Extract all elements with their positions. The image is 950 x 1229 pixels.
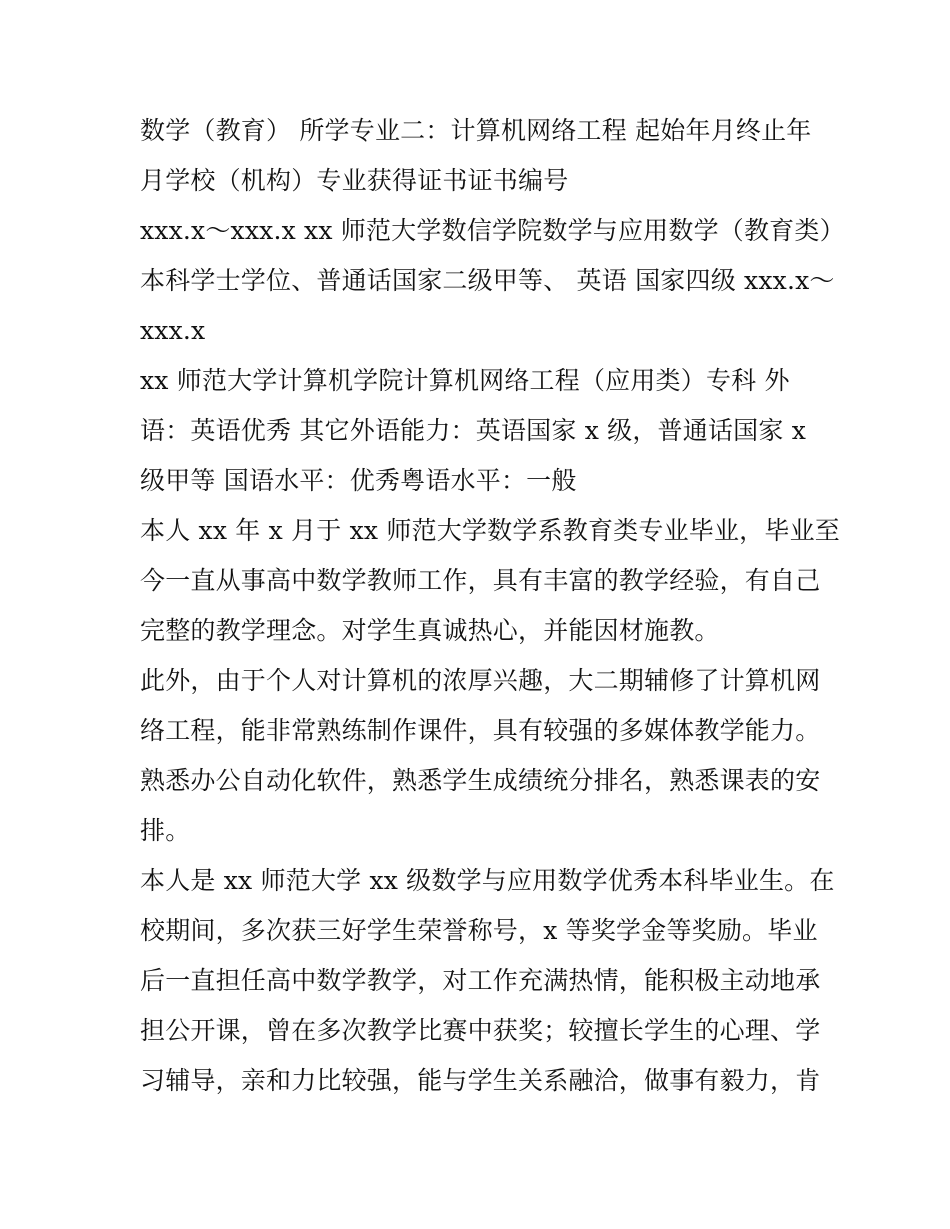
text-line: 完整的教学理念。对学生真诚热心，并能因材施教。 bbox=[140, 616, 720, 645]
text-line: 本人是 xx 师范大学 xx 级数学与应用数学优秀本科毕业生。在 bbox=[140, 866, 835, 895]
text-line: 本人 xx 年 x 月于 xx 师范大学数学系教育类专业毕业，毕业至 bbox=[140, 516, 840, 545]
text-line: 本科学士学位、普通话国家二级甲等、 英语 国家四级 xxx.x～ bbox=[140, 266, 835, 295]
text-line: xxx.x～xxx.x xx 师范大学数信学院数学与应用数学（教育类） bbox=[140, 216, 845, 245]
text-line: 习辅导，亲和力比较强，能与学生关系融洽，做事有毅力，肯 bbox=[140, 1066, 821, 1095]
text-line: 级甲等 国语水平：优秀粤语水平：一般 bbox=[140, 466, 577, 495]
document-body bbox=[140, 106, 845, 1106]
text-line: 熟悉办公自动化软件，熟悉学生成绩统分排名，熟悉课表的安 bbox=[140, 766, 821, 795]
text-line: xx 师范大学计算机学院计算机网络工程（应用类）专科 外 bbox=[140, 366, 790, 395]
text-line: 后一直担任高中数学教学，对工作充满热情，能积极主动地承 bbox=[140, 966, 821, 995]
text-line: xxx.x bbox=[140, 316, 206, 345]
text-line: 此外，由于个人对计算机的浓厚兴趣，大二期辅修了计算机网 bbox=[140, 666, 821, 695]
text-line: 校期间，多次获三好学生荣誉称号，x 等奖学金等奖励。毕业 bbox=[140, 916, 818, 945]
text-line: 语：英语优秀 其它外语能力：英语国家 x 级，普通话国家 x bbox=[140, 416, 806, 445]
text-line: 数学（教育） 所学专业二：计算机网络工程 起始年月终止年 bbox=[140, 116, 812, 145]
text-line: 络工程，能非常熟练制作课件，具有较强的多媒体教学能力。 bbox=[140, 716, 821, 745]
text-line: 月学校（机构）专业获得证书证书编号 bbox=[140, 166, 569, 195]
text-line: 排。 bbox=[140, 816, 191, 845]
text-line: 今一直从事高中数学教师工作，具有丰富的教学经验，有自己 bbox=[140, 566, 821, 595]
text-line: 担公开课，曾在多次教学比赛中获奖；较擅长学生的心理、学 bbox=[140, 1016, 821, 1045]
